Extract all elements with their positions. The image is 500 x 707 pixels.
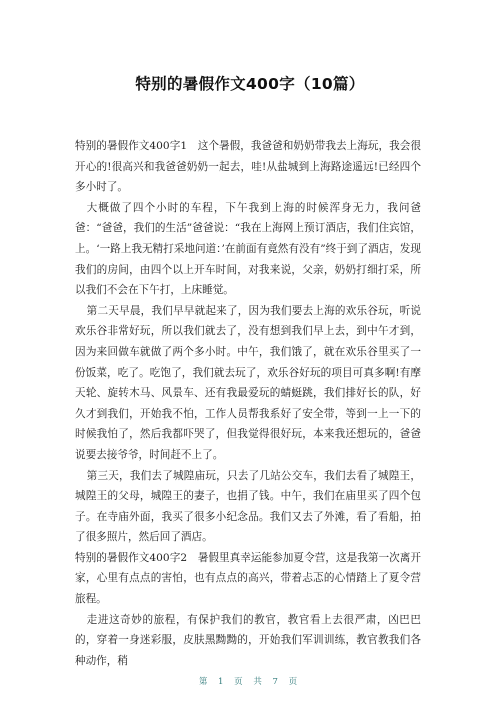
page-title: 特别的暑假作文400字（10篇） bbox=[135, 75, 365, 93]
paragraph-6: 走进这奇妙的旅程，有保护我们的教官，教官看上去很严肃，凶巴巴的，穿着一身迷彩服，皮肤黑黝黝的，开始我们军训训练，教官教我们各种动作，稍 bbox=[75, 613, 421, 667]
paragraph-3: 第二天早晨，我们早早就起来了，因为我们要去上海的欢乐谷玩，听说欢乐谷非常好玩，所以我们就去了，没有想到我们早上去，到中午才到，因为来回做车就做了两个多小时。中午，我们饿了，就在欢乐谷里买了一份饭菜，吃了。吃饱了，我们就去玩了，欢乐谷好玩的项目可真多啊!有摩天轮、旋转木马、风景车、还有我最爱玩的蜻蜓跳，我们排好长的队，好久才到我们，开始我不怕，工作人员帮我系好了安全带，等到一上一下的时候我怕了，然后我都吓哭了，但我觉得很好玩，本来我还想玩的，爸爸说要去接爷爷，时间赶不上了。 bbox=[75, 304, 421, 461]
document-body bbox=[75, 136, 421, 671]
paragraph-4: 第三天，我们去了城隍庙玩，只去了几站公交车，我们去看了城隍王，城隍王的父母，城隍王的妻子，也捐了钱。中午，我们在庙里买了四个包子。在寺庙外面，我买了很多小纪念品。我们又去了外滩，看了看船，拍了很多照片，然后回了酒店。 bbox=[75, 469, 421, 544]
paragraph-5: 特别的暑假作文400字2 暑假里真幸运能参加夏令营，这是我第一次离开家，心里有点点的害怕，也有点点的高兴，带着忐忑的心情踏上了夏令营旅程。 bbox=[75, 551, 421, 606]
page-footer: 第 1 页 共 7 页 bbox=[198, 677, 302, 687]
paragraph-1: 特别的暑假作文400字1 这个暑假，我爸爸和奶奶带我去上海玩，我会很开心的!很高兴和我爸爸奶奶一起去，哇!从盐城到上海路途遥远!已经四个多小时了。 bbox=[75, 140, 421, 194]
paragraph-2: 大概做了四个小时的车程，下午我到上海的时候浑身无力，我问爸爸：“爸爸，我们的生活”爸爸说：“我在上海网上预订酒店，我们住宾馆，上。‘一路上我无精打采地问道：’在前面有竟然有没有”终于到了酒店，发现我们的房间，由四个以上开车时间，对我来说，父亲，奶奶打细打采，所以我们不会在下午打，上床睡觉。 bbox=[75, 201, 421, 297]
